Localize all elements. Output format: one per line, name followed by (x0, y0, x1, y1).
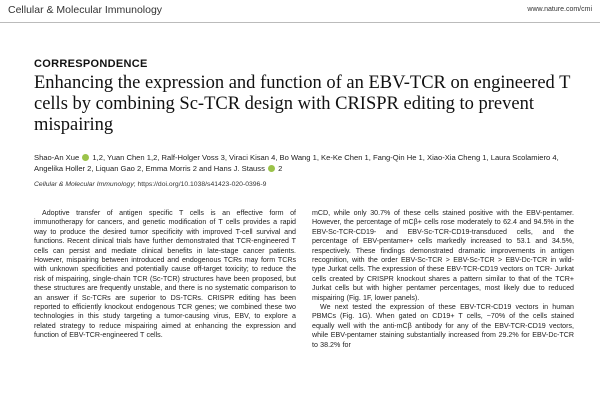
orcid-icon[interactable] (82, 154, 89, 161)
citation-journal: Cellular & Molecular Immunology (34, 181, 134, 188)
section-label: CORRESPONDENCE (34, 58, 148, 70)
orcid-icon[interactable] (268, 165, 275, 172)
body-paragraph: Adoptive transfer of antigen specific T cells is an effective form of immunotherapy for cancers, and genetic modification of T cells provides a rapid way to produce the desired tumor specificity with improved T-cell survival and functions. Recent clinical trials have further demonstrated that TCR-engineered T cells can persist and mediate clinical benefits in late-stage cancer patients. However, mispairing between introduced and endogenous TCRs may form TCRs with unknown specificities and potentially cause off-target toxicity; to reduce the risk of mispairing, single-chain TCR (Sc-TCR) structures have been proposed, but these structures are frequently unstable, and there is no systematic comparison to an answer if Sc-TCRs are superior to DS-TCRs. CRISPR editing has been reported to efficiently knockout endogenous TCR genes; we combined these two technologies in this study targeting a tumor-causing virus, EBV, to explore a related strategy to reduce mispairing aimed at enhancing the expression and function of EBV-TCR-engineered T cells. (34, 209, 296, 340)
body-paragraph: mCD, while only 30.7% of these cells stained positive with the EBV-pentamer. However, the percentage of mCβ+ cells rose moderately to 62.4 and 94.5% in the EBV-Sc-TCR-CD19- and EBV-Sc-TCR-CD19-transduced cells, and the percentage of EBV-pentamer+ cells markedly increased to 53.1 and 34.5%, respectively. These findings demonstrated dramatic improvements in antigen recognition, with the order EBV-Sc-TCR > EBV-Sc-TCR > EBV-Dc-TCR in wild-type Jurkat cells. The expression of these EBV-TCR-CD19 vectors on TCR- Jurkat cells created by CRISPR knockout shares a pattern similar to that of the TCR+ Jurkat cells but with higher pentamer percentages, most likely due to reduced mispairing (Fig. 1F, lower panels). (312, 209, 574, 302)
journal-url-link[interactable]: www.nature.com/cmi (527, 6, 592, 13)
citation-doi-link[interactable]: ; https://doi.org/10.1038/s41423-020-0396-9 (133, 181, 267, 188)
citation-line (34, 181, 574, 188)
body-right-column (312, 209, 574, 350)
author-list: Shao-An Xue 1,2, Yuan Chen 1,2, Ralf-Holger Voss 3, Viraci Kisan 4, Bo Wang 1, Ke-Ke Chen 1, Fang-Qin He 1, Xiao-Xia Cheng 1, Laura Scolamiero 4, Angelika Holler 2, Liquan Gao 2, Emma Morris 2 and Hans J. Stauss 2 (34, 153, 559, 173)
body-left-column (34, 209, 296, 341)
header-divider (0, 22, 600, 23)
journal-name: Cellular & Molecular Immunology (8, 4, 163, 16)
article-title: Enhancing the expression and function of an EBV-TCR on engineered T cells by combining Sc-TCR design with CRISPR editing to prevent mispairing (34, 73, 571, 135)
body-paragraph: We next tested the expression of these EBV-TCR-CD19 vectors in human PBMCs (Fig. 1G). When gated on CD19+ T cells, ~70% of the cells stained equally well with the anti-mCβ antibody for any of the EBV-TCR-CD19 vectors, while EBV-pentamer staining substantially increased from 29.2% for EBV-Dc-TCR to 38.2% for (312, 303, 574, 349)
